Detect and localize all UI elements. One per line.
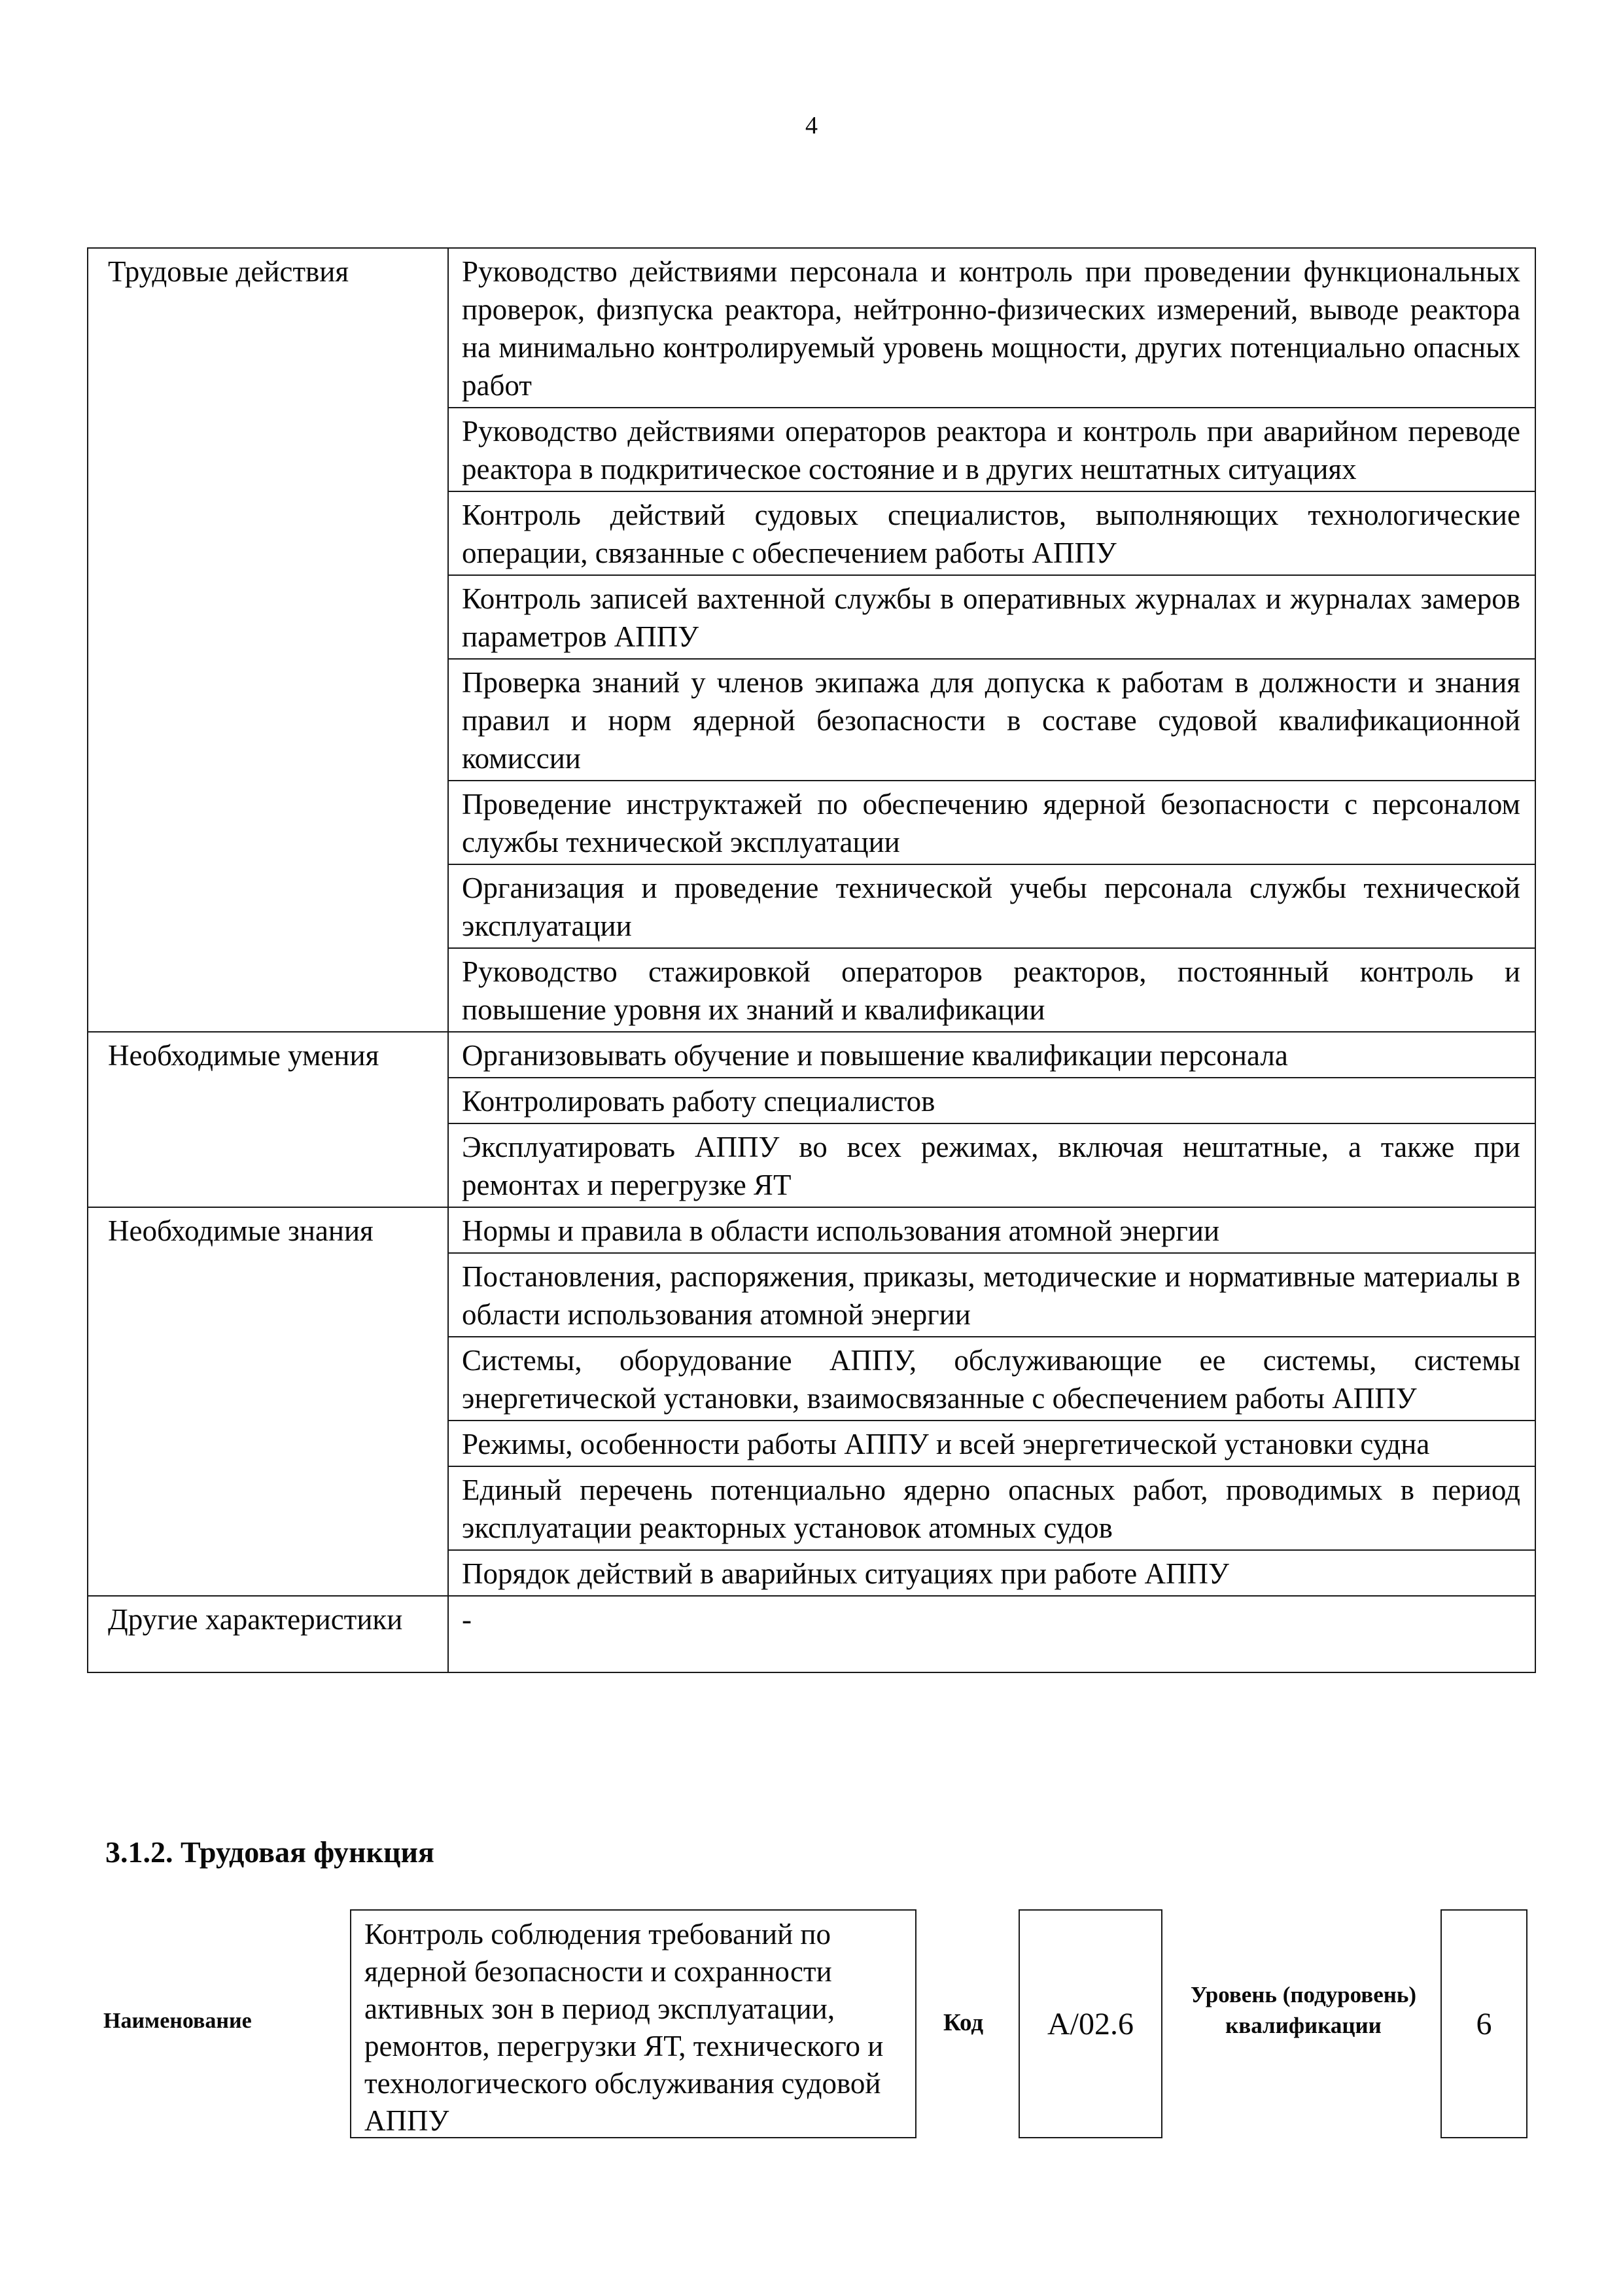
knowledge-item: Единый перечень потенциально ядерно опасных работ, проводимых в период эксплуатации реакторных установок атомных судов	[448, 1466, 1535, 1550]
labor-action-item: Проведение инструктажей по обеспечению ядерной безопасности с персоналом службы технической эксплуатации	[448, 781, 1535, 864]
qualification-level-box	[1440, 1909, 1527, 2138]
required-knowledge-label: Необходимые знания	[88, 1207, 448, 1596]
labor-actions-label: Трудовые действия	[88, 248, 448, 1032]
labor-action-item: Руководство действиями персонала и контроль при проведении функциональных проверок, физпуска реактора, нейтронно-физических измерений, выводе реактора на минимально контролируемый уровень мощности, других потенциально опасных работ	[448, 248, 1535, 408]
table-row	[88, 1032, 1535, 1078]
table-row	[88, 248, 1535, 408]
knowledge-item: Нормы и правила в области использования атомной энергии	[448, 1207, 1535, 1253]
table-row	[88, 1596, 1535, 1672]
knowledge-item: Порядок действий в аварийных ситуациях при работе АППУ	[448, 1550, 1535, 1596]
code-box	[1019, 1909, 1162, 2138]
code-value: А/02.6	[1047, 2006, 1134, 2041]
name-label: Наименование	[103, 2009, 252, 2033]
labor-action-item: Организация и проведение технической учебы персонала службы технической эксплуатации	[448, 864, 1535, 948]
skill-item: Контролировать работу специалистов	[448, 1078, 1535, 1123]
function-name-text: Контроль соблюдения требований по ядерной безопасности и сохранности активных зон в период эксплуатации, ремонтов, перегрузки ЯТ, технического и технологического обслуживания судовой АППУ	[364, 1918, 884, 2137]
skill-item: Эксплуатировать АППУ во всех режимах, включая нештатные, а также при ремонтах и перегрузке ЯТ	[448, 1123, 1535, 1207]
page-number: 4	[805, 112, 818, 139]
labor-action-item: Руководство действиями операторов реактора и контроль при аварийном переводе реактора в подкритическое состояние и в других нештатных ситуациях	[448, 408, 1535, 491]
qualification-level-value: 6	[1476, 2006, 1492, 2041]
table-row	[88, 1207, 1535, 1253]
qualification-level-label: Уровень (подуровень) квалификации	[1190, 1982, 1417, 2038]
required-skills-label: Необходимые умения	[88, 1032, 448, 1207]
labor-action-item: Проверка знаний у членов экипажа для допуска к работам в должности и знания правил и норм ядерной безопасности в составе судовой квалификационной комиссии	[448, 659, 1535, 781]
other-characteristics-value: -	[448, 1596, 1535, 1672]
knowledge-item: Постановления, распоряжения, приказы, методические и нормативные материалы в области использования атомной энергии	[448, 1253, 1535, 1337]
other-characteristics-label: Другие характеристики	[88, 1596, 448, 1672]
labor-action-item: Контроль действий судовых специалистов, выполняющих технологические операции, связанные с обеспечением работы АППУ	[448, 491, 1535, 575]
labor-action-item: Руководство стажировкой операторов реакторов, постоянный контроль и повышение уровня их знаний и квалификации	[448, 948, 1535, 1032]
knowledge-item: Режимы, особенности работы АППУ и всей энергетической установки судна	[448, 1421, 1535, 1466]
skill-item: Организовывать обучение и повышение квалификации персонала	[448, 1032, 1535, 1078]
knowledge-item: Системы, оборудование АППУ, обслуживающие ее системы, системы энергетической установки, взаимосвязанные с обеспечением работы АППУ	[448, 1337, 1535, 1421]
function-name-box	[350, 1909, 916, 2138]
section-heading: 3.1.2. Трудовая функция	[105, 1835, 434, 1869]
code-label: Код	[943, 2009, 984, 2036]
labor-action-item: Контроль записей вахтенной службы в оперативных журналах и журналах замеров параметров АППУ	[448, 575, 1535, 659]
labor-function-table	[87, 247, 1536, 1673]
